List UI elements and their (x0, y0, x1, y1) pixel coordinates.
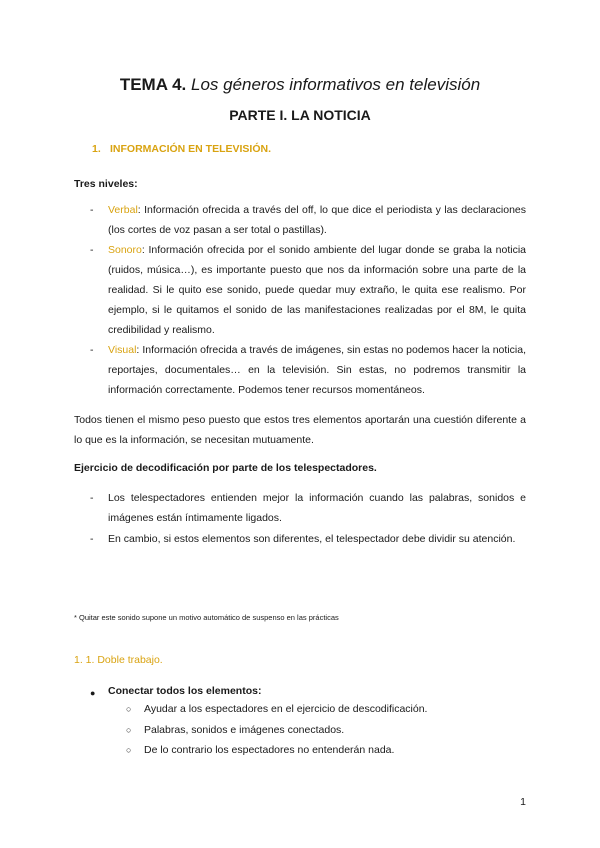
exercise-item: Los telespectadores entienden mejor la información cuando las palabras, sonidos e imágenes están íntimamente ligados. (108, 492, 526, 524)
levels-heading: Tres niveles: (74, 178, 138, 190)
term-verbal: Verbal (108, 204, 138, 216)
section-label: INFORMACIÓN EN TELEVISIÓN. (110, 143, 272, 155)
list-dash: - (90, 492, 94, 504)
part-heading: PARTE I. LA NOTICIA (229, 107, 371, 123)
title-subject: Los géneros informativos en televisión (191, 75, 481, 94)
bullet-dot-icon: ● (90, 688, 96, 698)
section-heading-1 (92, 142, 271, 156)
title-topic: TEMA 4. (119, 75, 187, 94)
section-number: 1. (92, 143, 101, 155)
page-number: 1 (520, 796, 526, 808)
list-item-sonoro (108, 240, 526, 340)
item-text: : Información ofrecida a través de imágenes, sin estas no podemos hacer la noticia, reportajes, documentales… en la televisión. Sin estas, no podremos transmitir la información correctamente. Podemos tener recursos momentáneos. (108, 344, 526, 396)
connect-item: Palabras, sonidos e imágenes conectados. (144, 724, 345, 736)
term-sonoro: Sonoro (108, 244, 142, 256)
list-item-verbal (108, 200, 526, 240)
bullet-circle-icon: ○ (126, 745, 132, 755)
section-heading-1-1: 1. 1. Doble trabajo. (74, 654, 163, 666)
list-dash: - (90, 533, 94, 545)
item-text: : Información ofrecida a través del off, lo que dice el periodista y las declaraciones (los cortes de voz pasan a ser total o pastillas). (108, 204, 526, 236)
list-item-visual (108, 340, 526, 400)
list-dash: - (90, 344, 94, 356)
summary-paragraph: Todos tienen el mismo peso puesto que estos tres elementos aportarán una cuestión diferente a lo que es la información, se necesitan mutuamente. (74, 414, 526, 446)
list-dash: - (90, 204, 94, 216)
term-visual: Visual (108, 344, 137, 356)
connect-item: De lo contrario los espectadores no entenderán nada. (144, 744, 395, 756)
footnote: * Quitar este sonido supone un motivo automático de suspenso en las prácticas (74, 613, 339, 622)
document-title (0, 74, 600, 96)
bullet-circle-icon: ○ (126, 725, 132, 735)
bullet-circle-icon: ○ (126, 704, 132, 714)
exercise-item: En cambio, si estos elementos son diferentes, el telespectador debe dividir su atención. (108, 533, 516, 545)
list-dash: - (90, 244, 94, 256)
exercise-heading: Ejercicio de decodificación por parte de los telespectadores. (74, 462, 377, 474)
connect-heading: Conectar todos los elementos: (108, 685, 262, 697)
connect-item: Ayudar a los espectadores en el ejercicio de descodificación. (144, 703, 428, 715)
item-text: : Información ofrecida por el sonido ambiente del lugar donde se graba la noticia (ruidos, música…), es importante puesto que nos da información sobre una parte de la realidad. Si le quito ese sonido, puede quedar muy extraño, le quita ese realismo. Por ejemplo, si le quitamos el sonido de las manifestaciones realizadas por el 8M, le quita credibilidad y realismo. (108, 244, 526, 336)
